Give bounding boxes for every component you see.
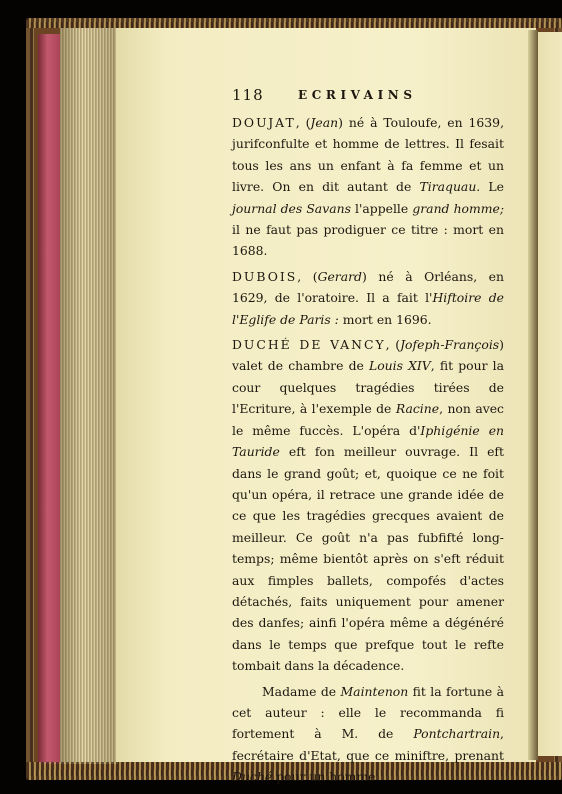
entry-text-run: , ( (295, 115, 311, 130)
entry-text-run: , fecrétaire d'Etat, que ce miniftre, prenant (232, 726, 504, 763)
entry-doujat (232, 112, 504, 262)
pink-endpaper (38, 34, 62, 764)
entry-dubois (232, 266, 504, 330)
entry-text-run: Tiraquau. (419, 179, 481, 195)
page-block-shade (60, 28, 118, 764)
entry-text-run: Le (480, 179, 504, 195)
entry-text-run: grand homme; (412, 200, 505, 216)
entry-text-run: Jean (310, 115, 339, 130)
entry-text-run: , ( (297, 268, 318, 284)
book-gutter (528, 30, 538, 760)
entry-text-run: journal des Savans (232, 200, 351, 216)
entries-list (232, 112, 504, 788)
entry-text-run: pour un homme (272, 769, 376, 785)
entry-text-run: Pontchartrain (413, 726, 501, 742)
entry-text-run: ) né à Touloufe, en 1639, jurifconfulte et homme de lettres. Il fesait tous les ans un enfant à fa femme et un livre. On en dit autant de (232, 115, 505, 195)
entry-headword: DUBOIS (232, 268, 298, 284)
entry-text-run: ) valet de chambre de (232, 337, 504, 374)
entry-text-run: Madame de (262, 683, 341, 699)
entry-headword: DUCHÉ DE VANCY (232, 337, 386, 353)
gilt-top-band (26, 18, 562, 28)
entry-duche (232, 334, 504, 677)
entry-text-run: ) né à Orléans, en 1629, de l'oratoire. Il a fait l' (232, 268, 504, 306)
entry-headword: DOUJAT (232, 115, 296, 130)
entry-text-run: Louis XIV (368, 358, 431, 374)
entry-text-run: Gerard (317, 268, 362, 284)
entry-maintenon (232, 681, 504, 788)
running-head-title: ECRIVAINS (298, 88, 417, 102)
entry-text-run: fit la fortune à cet auteur : elle le recommanda fi fortement à M. de (232, 683, 504, 742)
running-header (232, 86, 504, 112)
entry-text-run: Iphigénie en Tauride (232, 422, 505, 460)
entry-text-run: Racine (395, 401, 440, 417)
right-page-edge (538, 32, 562, 756)
entry-text-run: il ne faut pas prodiguer ce titre : mort en 1688. (232, 222, 504, 259)
entry-text-run: , non avec le même fuccès. L'opéra d' (232, 401, 504, 438)
entry-text-run: eft fon meilleur ouvrage. Il eft dans le grand goût; et, quoique ce ne foit qu'un opéra, il retrace une grande idée de ce que les tragédies grecques avaient de meilleur. Ce goût n'a pas fubfifté long-temps; même bientôt après on s'eft réduit aux fimples ballets, compofés d'actes détachés, faits uniquement pour amener des danfes; ainfi l'opéra même a dégénéré dans le temps que prefque tout le refte tombait dans la décadence. (232, 444, 504, 674)
entry-text-run: l'appelle (350, 200, 413, 216)
entry-text-run: mort en 1696. (338, 311, 432, 327)
entry-text-run: Duché (232, 769, 273, 785)
page-number: 118 (232, 86, 264, 104)
entry-text-run: Maintenon (340, 683, 409, 699)
entry-text-run: , ( (385, 337, 401, 353)
entry-text-run: Hiftoire de l'Eglife de Paris : (232, 290, 504, 327)
entry-text-run: , fit pour la cour quelques tragédies tirées de l'Ecriture, à l'exemple de (232, 358, 504, 417)
page-text (232, 86, 504, 788)
entry-text-run: Jofeph-François (400, 337, 500, 353)
